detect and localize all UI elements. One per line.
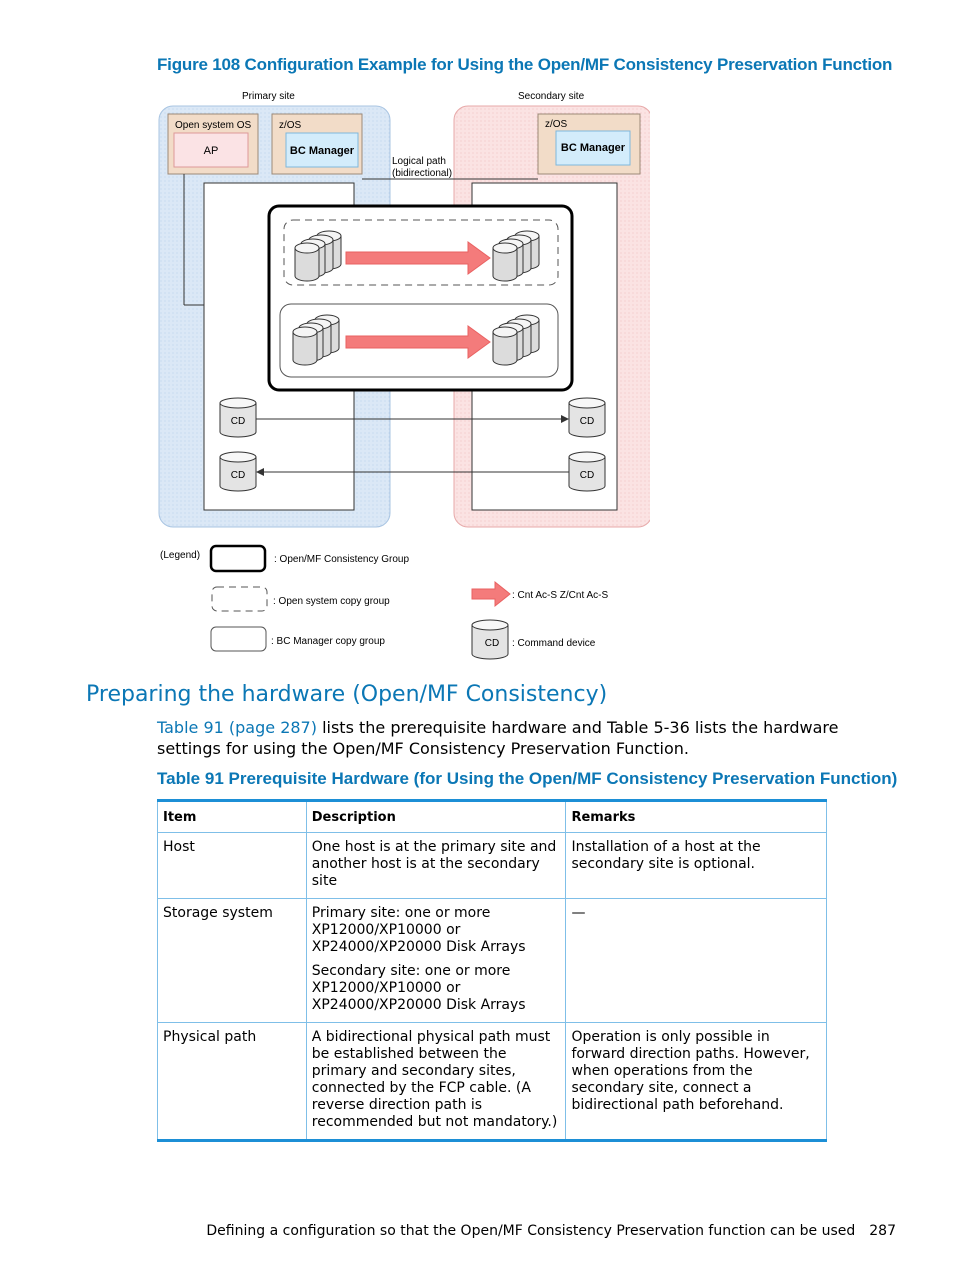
- cd-label: CD: [579, 416, 595, 427]
- bc-manager-secondary-label: BC Manager: [560, 142, 626, 154]
- page-number: 287: [869, 1223, 896, 1239]
- zos-primary-label: z/OS: [279, 120, 302, 131]
- table-header-row: [158, 801, 827, 833]
- legend-cd-label: CD: [484, 638, 500, 649]
- description-text: Secondary site: one or more XP12000/XP10000 or XP24000/XP20000 Disk Arrays: [311, 963, 526, 1013]
- open-system-os-label: Open system OS: [175, 120, 252, 131]
- cell-item: Storage system: [158, 899, 307, 1023]
- cd-label: CD: [230, 416, 246, 427]
- table-91-link[interactable]: Table 91 (page 287): [157, 718, 317, 737]
- description-text: A bidirectional physical path must be established between the primary and secondary sites, connected by the FCP cable. (A reverse direction path is recommended but not mandatory.): [311, 1029, 558, 1130]
- primary-site-label: Primary site: [242, 91, 295, 102]
- description-text: One host is at the primary site and another host is at the secondary site: [311, 839, 557, 889]
- description-text: Primary site: one or more XP12000/XP10000 or XP24000/XP20000 Disk Arrays: [311, 905, 526, 955]
- cell-remarks: Installation of a host at the secondary site is optional.: [566, 833, 827, 899]
- prerequisite-hardware-table: [157, 799, 827, 1142]
- legend-bc-copy-group: : BC Manager copy group: [271, 636, 385, 647]
- header-item: Item: [158, 801, 307, 833]
- legend-bc-copy-group-swatch: [211, 627, 266, 651]
- legend-open-copy-group: : Open system copy group: [273, 596, 390, 607]
- page-footer: [206, 1223, 896, 1239]
- figure-title: Figure 108 Configuration Example for Using the Open/MF Consistency Preservation Function: [157, 55, 893, 74]
- header-description: Description: [306, 801, 566, 833]
- footer-text: Defining a configuration so that the Open/MF Consistency Preservation function can be used: [206, 1223, 856, 1239]
- cd-label: CD: [579, 470, 595, 481]
- legend-consistency-group-swatch: [211, 546, 265, 571]
- section-heading: Preparing the hardware (Open/MF Consistency): [86, 682, 608, 707]
- ap-label: AP: [203, 145, 219, 157]
- table-row: [158, 899, 827, 1023]
- table-row: [158, 1023, 827, 1141]
- legend-open-copy-group-swatch: [212, 587, 267, 611]
- header-remarks: Remarks: [566, 801, 827, 833]
- logical-path-sublabel: (bidirectional): [392, 168, 453, 179]
- secondary-site-label: Secondary site: [518, 91, 585, 102]
- legend-command-device: : Command device: [512, 638, 596, 649]
- cd-label: CD: [230, 470, 246, 481]
- table-row: [158, 833, 827, 899]
- legend-heading: (Legend): [160, 550, 201, 561]
- cell-item: Host: [158, 833, 307, 899]
- cell-item: Physical path: [158, 1023, 307, 1141]
- legend-consistency-group: : Open/MF Consistency Group: [274, 554, 410, 565]
- cell-remarks: Operation is only possible in forward direction paths. However, when operations from the secondary site, connect a bidirectional path beforehand.: [566, 1023, 827, 1141]
- zos-secondary-label: z/OS: [545, 119, 568, 130]
- legend-cnt-ac-arrow: [472, 582, 510, 606]
- cell-description: [306, 899, 566, 1023]
- legend-cnt-ac: : Cnt Ac-S Z/Cnt Ac-S: [512, 590, 609, 601]
- table-title: Table 91 Prerequisite Hardware (for Using the Open/MF Consistency Preservation Function): [157, 769, 898, 788]
- cell-remarks: —: [566, 899, 827, 1023]
- logical-path-label: Logical path: [392, 156, 446, 167]
- intro-text: lists the prerequisite hardware and Table 5-36 lists the hardware settings for using the Open/MF Consistency Preservation Function.: [157, 718, 839, 758]
- cell-description: [306, 833, 566, 899]
- intro-paragraph: [157, 717, 902, 759]
- bc-manager-primary-label: BC Manager: [289, 145, 355, 157]
- cell-description: [306, 1023, 566, 1141]
- configuration-diagram: [150, 84, 650, 674]
